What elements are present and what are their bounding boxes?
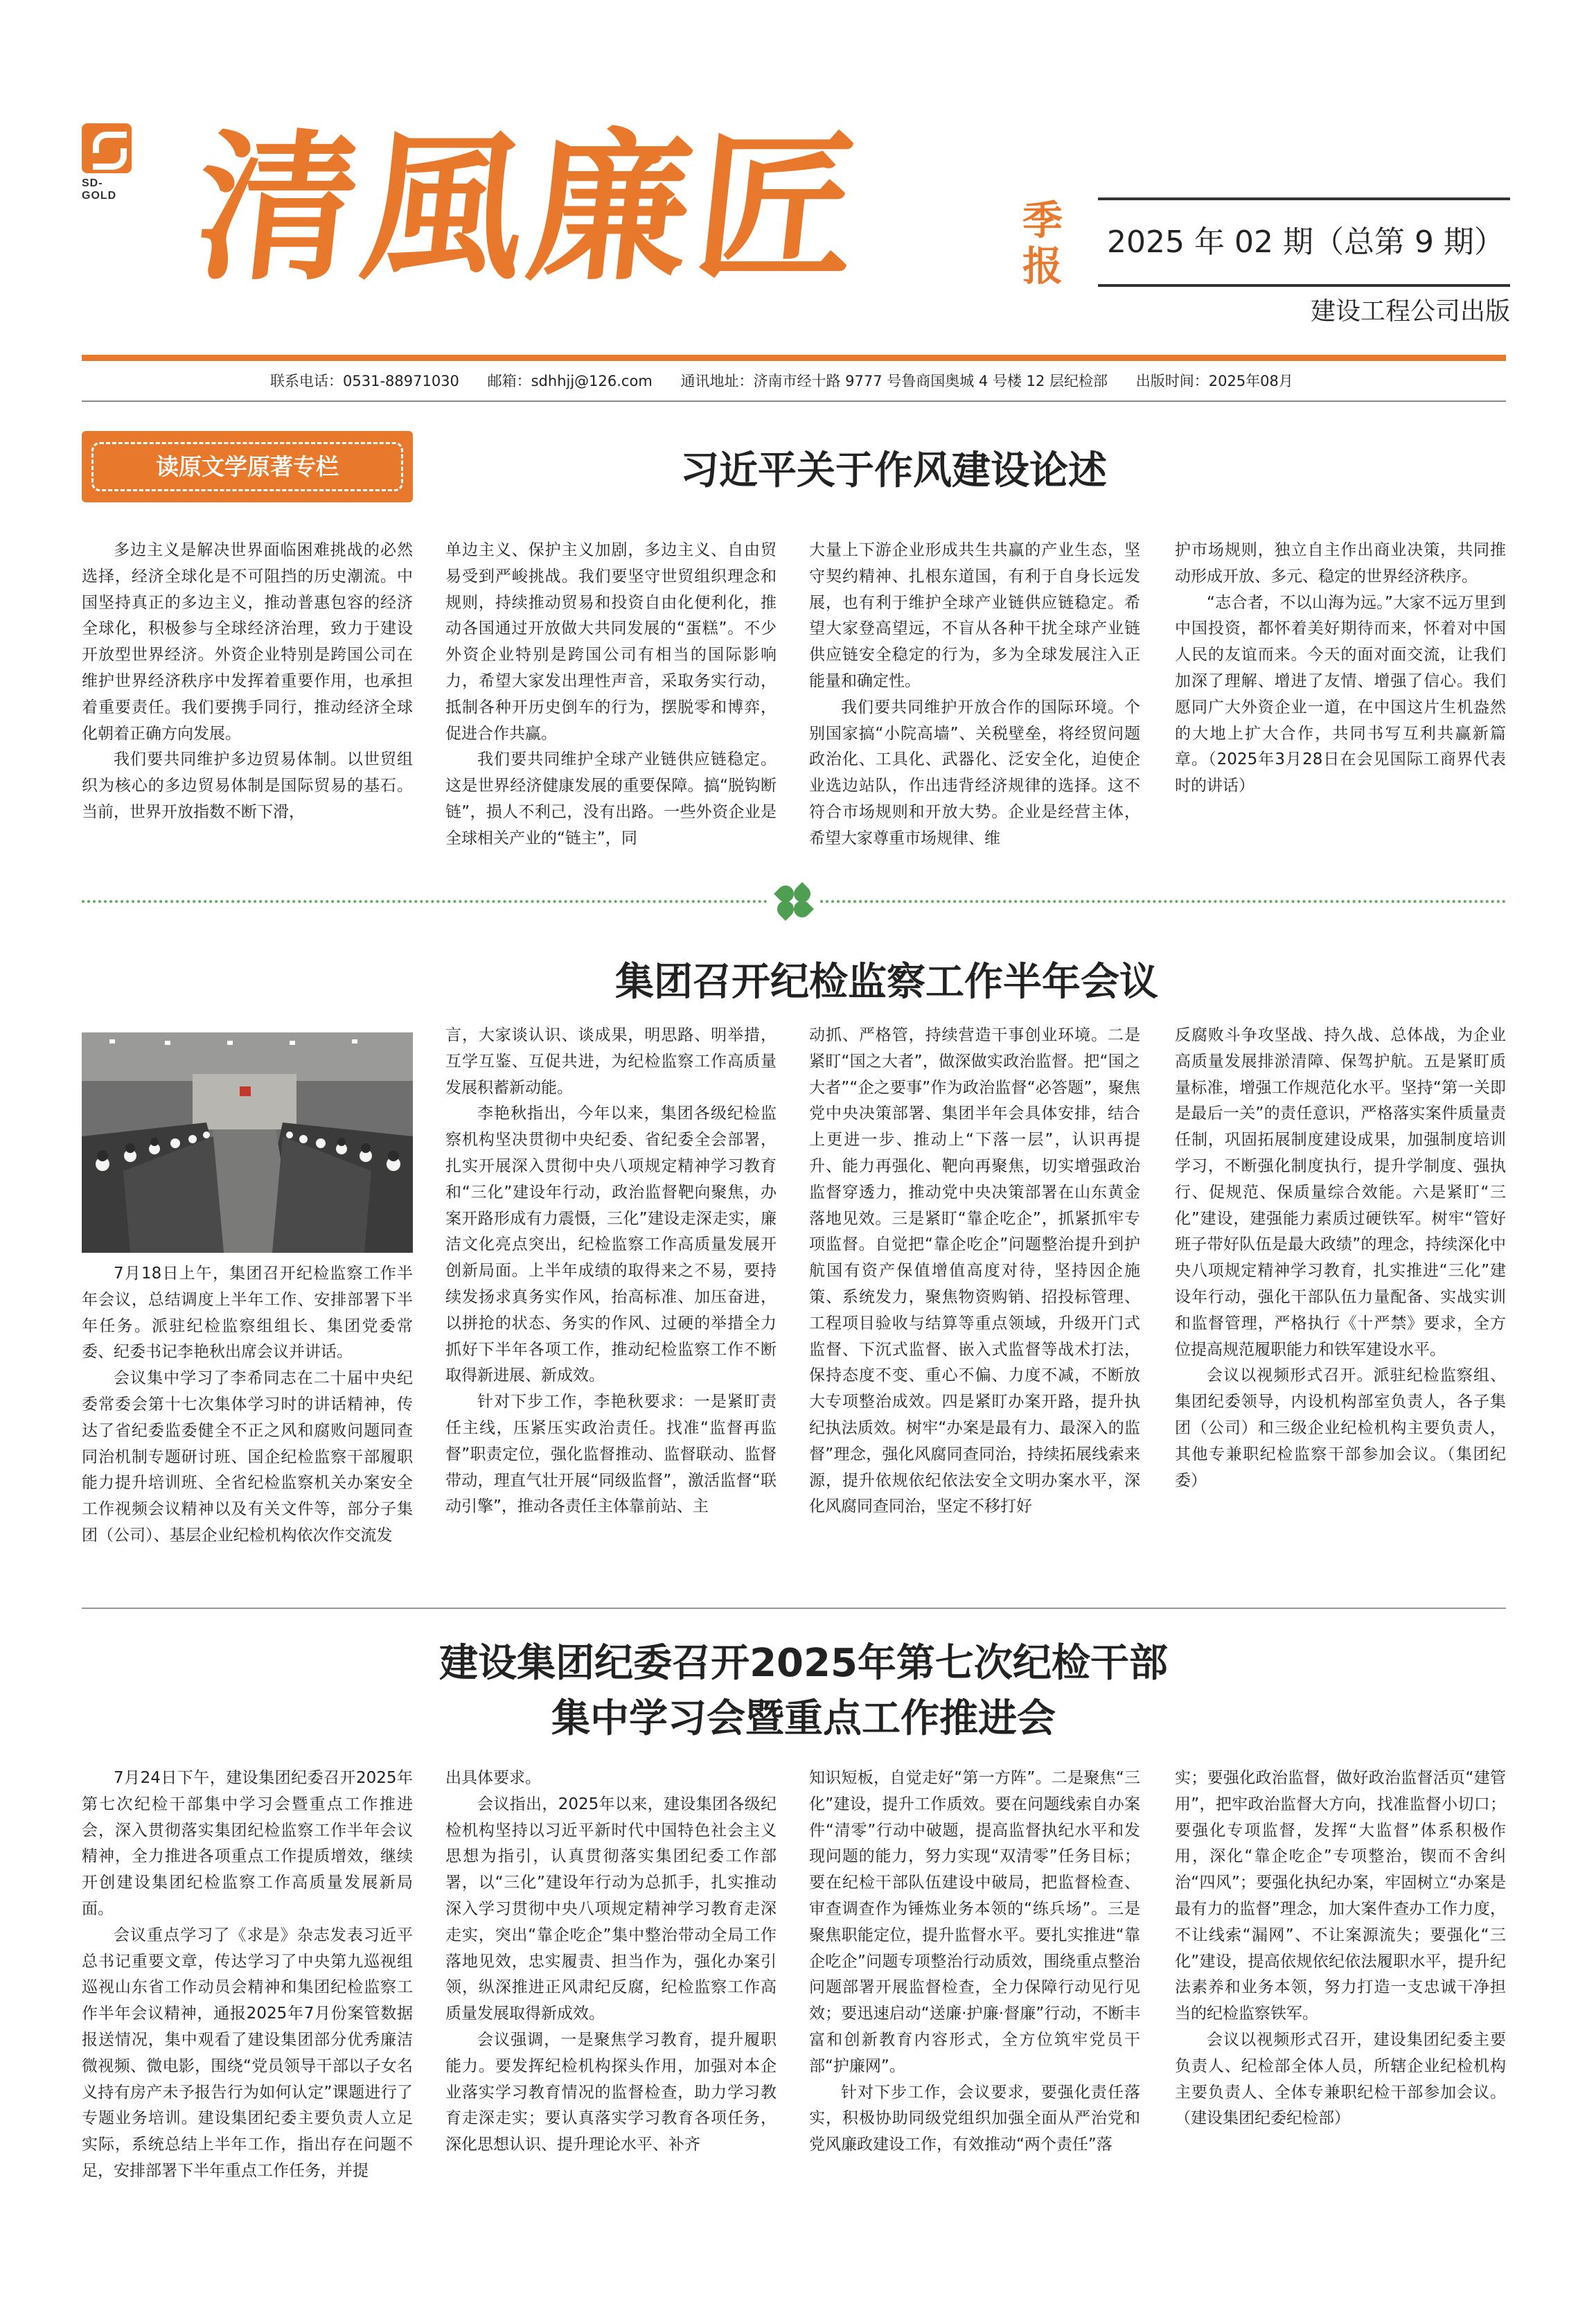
clover-icon [774, 884, 813, 919]
article1-column-4 [1175, 538, 1506, 870]
article2-column-3 [809, 1023, 1140, 1580]
contact-bar [82, 366, 1506, 396]
article2-column-2 [445, 1023, 777, 1580]
paragraph: 大量上下游企业形成共生共赢的产业生态，坚守契约精神、扎根东道国，有利于自身长远发展，也有利于维护全球产业链供应链稳定。希望大家登高望远，不盲从各种干扰全球产业链供应链安全稳定的行为，多为全球发展注入正能量和确定性。 [809, 541, 1140, 690]
paragraph: 知识短板，自觉走好“第一方阵”。二是聚焦“三化”建设，提升工作质效。要在问题线索自办案件“清零”行动中破题，提高监督执纪水平和发现问题的能力，努力实现“双清零”任务目标；要在纪检干部队伍建设中破局，把监督检查、审查调查作为锤炼业务本领的“练兵场”。三是聚焦职能定位，提升监督水平。要扎实推进“靠企吃企”问题专项整治行动质效，围绕重点整治问题部署开展监督检查，全力保障行动见行见效；要迅速启动“送廉·护廉·督廉”行动，不断丰富和创新教育内容形式，全方位筑牢党员干部“护廉网”。 [809, 1769, 1140, 2075]
paragraph: 单边主义、保护主义加剧，多边主义、自由贸易受到严峻挑战。我们要坚守世贸组织理念和规则，持续推动贸易和投资自由化便利化，推动各国通过开放做大共同发展的“蛋糕”。不少外资企业特别是跨国公司有相当的国际影响力，希望大家发出理性声音，采取务实行动，抵制各种开历史倒车的行为，摆脱零和博弈，促进合作共赢。 [445, 541, 777, 743]
article1-column-1 [82, 538, 413, 870]
masthead-title: 清風廉匠 [187, 113, 873, 302]
paragraph: 我们要共同维护多边贸易体制。以世贸组织为核心的多边贸易体制是国际贸易的基石。当前，世界开放指数不断下滑， [82, 750, 413, 821]
section-divider [82, 884, 1506, 919]
issue-number: 2025 年 02 期（总第 9 期） [1107, 225, 1505, 260]
masthead-rule [82, 355, 1506, 361]
section-rule [82, 1608, 1506, 1609]
column-badge-label: 读原文学原著专栏 [91, 442, 403, 491]
contact-email: 邮箱：sdhhjj@126.com [487, 373, 653, 389]
logo-mark-icon [82, 123, 132, 173]
paragraph: 实；要强化政治监督，做好政治监督活页“建管用”，把牢政治监督大方向，找准监督小切口；要强化专项监督，发挥“大监督”体系积极作用，深化“靠企吃企”专项整治，锲而不舍纠治“四风”；要强化执纪办案，牢固树立“办案是最有力的监督”理念，加大案件查办工作力度，不让线索“漏网”、不让案源流失；要强化“三化”建设，提高依规依纪依法履职水平，提升纪法素养和业务本领，努力打造一支忠诚干净担当的纪检监察铁军。 [1175, 1769, 1506, 2023]
issue-rule-bottom [1098, 284, 1510, 287]
contact-rule [82, 400, 1506, 402]
paragraph: 我们要共同维护开放合作的国际环境。个别国家搞“小院高墙”、关税壁垒，将经贸问题政治化、工具化、武器化、泛安全化，迫使企业选边站队，作出违背经济规律的选择。这不符合市场规则和开放大势。企业是经营主体，希望大家尊重市场规律、维 [809, 698, 1140, 847]
sd-gold-logo [82, 123, 137, 200]
quarterly-label: 季报 [1022, 197, 1063, 290]
paragraph: 会议重点学习了《求是》杂志发表习近平总书记重要文章，传达学习了中央第九巡视组巡视山东省工作动员会精神和集团纪检监察工作半年会议精神，通报2025年7月份案管数据报送情况，集中观看了建设集团部分优秀廉洁微视频、微电影，围绕“党员领导干部以子女名义持有房产未予报告行为如何认定”课题进行了专题业务培训。建设集团纪委主要负责人立足实际，系统总结上半年工作，指出存在问题不足，安排部署下半年重点工作任务，并提 [82, 1926, 413, 2180]
paragraph: 会议以视频形式召开。派驻纪检监察组、集团纪委领导，内设机构部室负责人，各子集团（公司）和三级企业纪检机构主要负责人，其他专兼职纪检监察干部参加会议。（集团纪委） [1175, 1366, 1506, 1490]
paragraph: “志合者，不以山海为远。”大家不远万里到中国投资，都怀着美好期待而来，怀着对中国人民的友谊而来。今天的面对面交流，让我们加深了理解、增进了友情、增强了信心。我们愿同广大外资企业一道，在中国这片生机盎然的大地上扩大合作，共同书写互利共赢新篇章。（2025年3月28日在会见国际工商界代表时的讲话） [1175, 593, 1506, 795]
article1-title: 习近平关于作风建设论述 [680, 448, 1107, 493]
paragraph: 反腐败斗争攻坚战、持久战、总体战，为企业高质量发展排淤清障、保驾护航。五是紧盯质量标准，增强工作规范化水平。坚持“第一关即是最后一关”的责任意识，严格落实案件质量责任制，巩固拓展制度建设成果，加强制度培训学习，不断强化制度执行，提升学制度、强执行、促规范、保质量综合效能。六是紧盯“三化”建设，建强能力素质过硬铁军。树牢“管好班子带好队伍是最大政绩”的理念，持续深化中央八项规定精神学习教育，扎实推进“三化”建设年行动，强化干部队伍力量配备、实战实训和监督管理，严格执行《十严禁》要求，全方位提高规范履职能力和铁军建设水平。 [1175, 1026, 1506, 1359]
logo-text: SD-GOLD [82, 177, 117, 202]
article3-column-4 [1175, 1766, 1506, 2292]
article3-column-1 [82, 1766, 413, 2292]
column-badge [82, 431, 413, 502]
paragraph: 会议集中学习了李希同志在二十届中央纪委常委会第十七次集体学习时的讲话精神，传达了省纪委监委健全不正之风和腐败问题同查同治机制专题研讨班、国企纪检监察干部履职能力提升培训班、全省纪检监察机关办案安全工作视频会议精神以及有关文件等，部分子集团（公司）、基层企业纪检机构依次作交流发 [82, 1369, 413, 1544]
contact-address: 通讯地址：济南市经十路 9777 号鲁商国奥城 4 号楼 12 层纪检部 [680, 373, 1108, 389]
paragraph: 7月18日上午，集团召开纪检监察工作半年会议，总结调度上半年工作、安排部署下半年任务。派驻纪检监察组组长、集团党委常委、纪委书记李艳秋出席会议并讲话。 [82, 1265, 413, 1362]
meeting-photo [82, 1032, 413, 1253]
article2-title: 集团召开纪检监察工作半年会议 [615, 960, 1158, 1005]
article3-column-3 [809, 1766, 1140, 2292]
paragraph: 针对下步工作，李艳秋要求：一是紧盯责任主线，压紧压实政治责任。找准“监督再监督”职责定位，强化监督推动、监督联动、监督带动，理直气壮开展“同级监督”，激活监督“联动引擎”，推动各责任主体靠前站、主 [445, 1393, 777, 1516]
publish-date: 出版时间：2025年08月 [1135, 373, 1293, 389]
paragraph: 出具体要求。 [445, 1769, 541, 1787]
article3-column-2 [445, 1766, 777, 2292]
article2-column-4 [1175, 1023, 1506, 1580]
paragraph: 多边主义是解决世界面临困难挑战的必然选择，经济全球化是不可阻挡的历史潮流。中国坚持真正的多边主义，推动普惠包容的经济全球化，积极参与全球经济治理，致力于建设开放型世界经济。外资企业特别是跨国公司在维护世界经济秩序中发挥着重要作用，也承担着重要责任。我们要携手同行，推动经济全球化朝着正确方向发展。 [82, 541, 413, 743]
paragraph: 护市场规则，独立自主作出商业决策，共同推动形成开放、多元、稳定的世界经济秩序。 [1175, 541, 1506, 586]
article3-title-line1: 建设集团纪委召开2025年第七次纪检干部 [439, 1641, 1168, 1686]
article2-column-1 [82, 1261, 413, 1580]
paragraph: 会议以视频形式召开，建设集团纪委主要负责人、纪检部全体人员，所辖企业纪检机构主要负责人、全体专兼职纪检干部参加会议。（建设集团纪委纪检部） [1175, 2030, 1506, 2128]
paragraph: 会议强调，一是聚焦学习教育，提升履职能力。要发挥纪检机构探头作用，加强对本企业落实学习教育情况的监督检查，助力学习教育走深走实；要认真落实学习教育各项任务，深化思想认识、提升理论水平、补齐 [445, 2030, 777, 2154]
paragraph: 7月24日下午，建设集团纪委召开2025年第七次纪检干部集中学习会暨重点工作推进会，深入贯彻落实集团纪检监察工作半年会议精神，全力推进各项重点工作提质增效，继续开创建设集团纪检监察工作高质量发展新局面。 [82, 1769, 413, 1918]
article1-column-3 [809, 538, 1140, 870]
paragraph: 李艳秋指出，今年以来，集团各级纪检监察机构坚决贯彻中央纪委、省纪委全会部署，扎实开展深入贯彻中央八项规定精神学习教育和“三化”建设年行动，政治监督靶向聚焦，办案开路形成有力震慑，三化”建设走深走实，廉洁文化亮点突出，纪检监察工作高质量发展开创新局面。上半年成绩的取得来之不易，要持续发扬求真务实作风，抬高标准、加压奋进，以拼抢的状态、务实的作风、过硬的举措全力抓好下半年各项工作，推动纪检监察工作不断取得新进展、新成效。 [445, 1104, 777, 1385]
issue-rule-top [1098, 197, 1510, 200]
paragraph: 言，大家谈认识、谈成果，明思路、明举措，互学互鉴、互促共进，为纪检监察工作高质量发展积蓄新动能。 [445, 1026, 777, 1097]
article1-column-2 [445, 538, 777, 870]
paragraph: 我们要共同维护全球产业链供应链稳定。这是世界经济健康发展的重要保障。搞“脱钩断链”，损人不利己，没有出路。一些外资企业是全球相关产业的“链主”，同 [445, 750, 777, 847]
paragraph: 动抓、严格管，持续营造干事创业环境。二是紧盯“国之大者”，做深做实政治监督。把“国之大者”“企之要事”作为政治监督“必答题”，聚焦党中央决策部署、集团半年会具体安排，结合上更进一步、推动上“下落一层”，认识再提升、能力再强化、靶向再聚焦，切实增强政治监督穿透力，推动党中央决策部署在山东黄金落地见效。三是紧盯“靠企吃企”，抓紧抓牢专项监督。自觉把“靠企吃企”问题整治提升到护航国有资产保值增值高度对待，坚持因企施策、系统发力，聚焦物资购销、招投标管理、工程项目验收与结算等重点领域，升级开门式监督、下沉式监督、嵌入式监督等战术打法，保持态度不变、重心不偏、力度不减，不断放大专项整治成效。四是紧盯办案开路，提升执纪执法质效。树牢“办案是最有力、最深入的监督”理念，强化风腐同查同治，持续拓展线索来源，提升依规依纪依法安全文明办案水平，深化风腐同查同治，坚定不移打好 [809, 1026, 1140, 1516]
publisher: 建设工程公司出版 [1310, 297, 1510, 326]
contact-phone: 联系电话：0531-88971030 [270, 373, 459, 389]
article3-title-line2: 集中学习会暨重点工作推进会 [551, 1696, 1056, 1741]
paragraph: 会议指出，2025年以来，建设集团各级纪检机构坚持以习近平新时代中国特色社会主义思想为指引，认真贯彻落实集团纪委工作部署，以“三化”建设年行动为总抓手，扎实推动深入学习贯彻中央八项规定精神学习教育走深走实，突出“靠企吃企”集中整治带动全局工作落地见效，忠实履责、担当作为，强化办案引领，纵深推进正风肃纪反腐，纪检监察工作高质量发展取得新成效。 [445, 1795, 777, 2023]
paragraph: 针对下步工作，会议要求，要强化责任落实，积极协助同级党组织加强全面从严治党和党风廉政建设工作，有效推动“两个责任”落 [809, 2083, 1140, 2154]
